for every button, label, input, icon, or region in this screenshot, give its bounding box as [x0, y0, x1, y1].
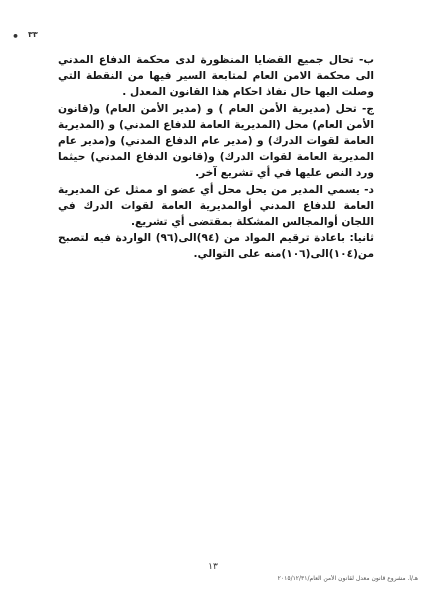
clause-second: ثانيا: باعادة ترقيم المواد من (٩٤)الى(٩٦) الواردة فيه لتصبح من(١٠٤)الى(١٠٦)منه على التوالي.	[58, 232, 374, 261]
document-footer: هـ/أ. مشروع قانون معدل لقانون الأمن العام/٢٠١٥/١٢/٣١	[277, 575, 418, 582]
clause-d: د- يسمي المدير من يحل محل أي عضو او ممثل عن المديرية العامة للدفاع المدني أوالمديرية العامة لقوات الدرك في اللجان أوالمجالس المشكلة بمقتضى أي تشريع.	[58, 183, 374, 229]
page-number: ١٣	[208, 562, 218, 572]
scan-dot-mark: •	[12, 30, 20, 43]
document-body	[58, 52, 374, 263]
clause-c: ج- تحل (مديرية الأمن العام ) و (مدير الأمن العام) و(قانون الأمن العام) محل (المديرية العامة للدفاع المدني) و (المديرية العامة لقوات الدرك) و (مدير عام الدفاع المدني) و(مدير عام المديرية العامة لقوات الدرك) و(قانون الدفاع المدني) حيثما ورد النص عليها في أي تشريع آخر.	[58, 102, 374, 180]
scan-corner-mark: ٣٣	[28, 30, 38, 39]
clause-b: ب- تحال جميع القضايا المنظورة لدى محكمة الدفاع المدني الى محكمة الامن العام لمتابعة السير فيها من النقطة التي وصلت اليها حال نفاذ احكام هذا القانون المعدل .	[58, 54, 374, 99]
